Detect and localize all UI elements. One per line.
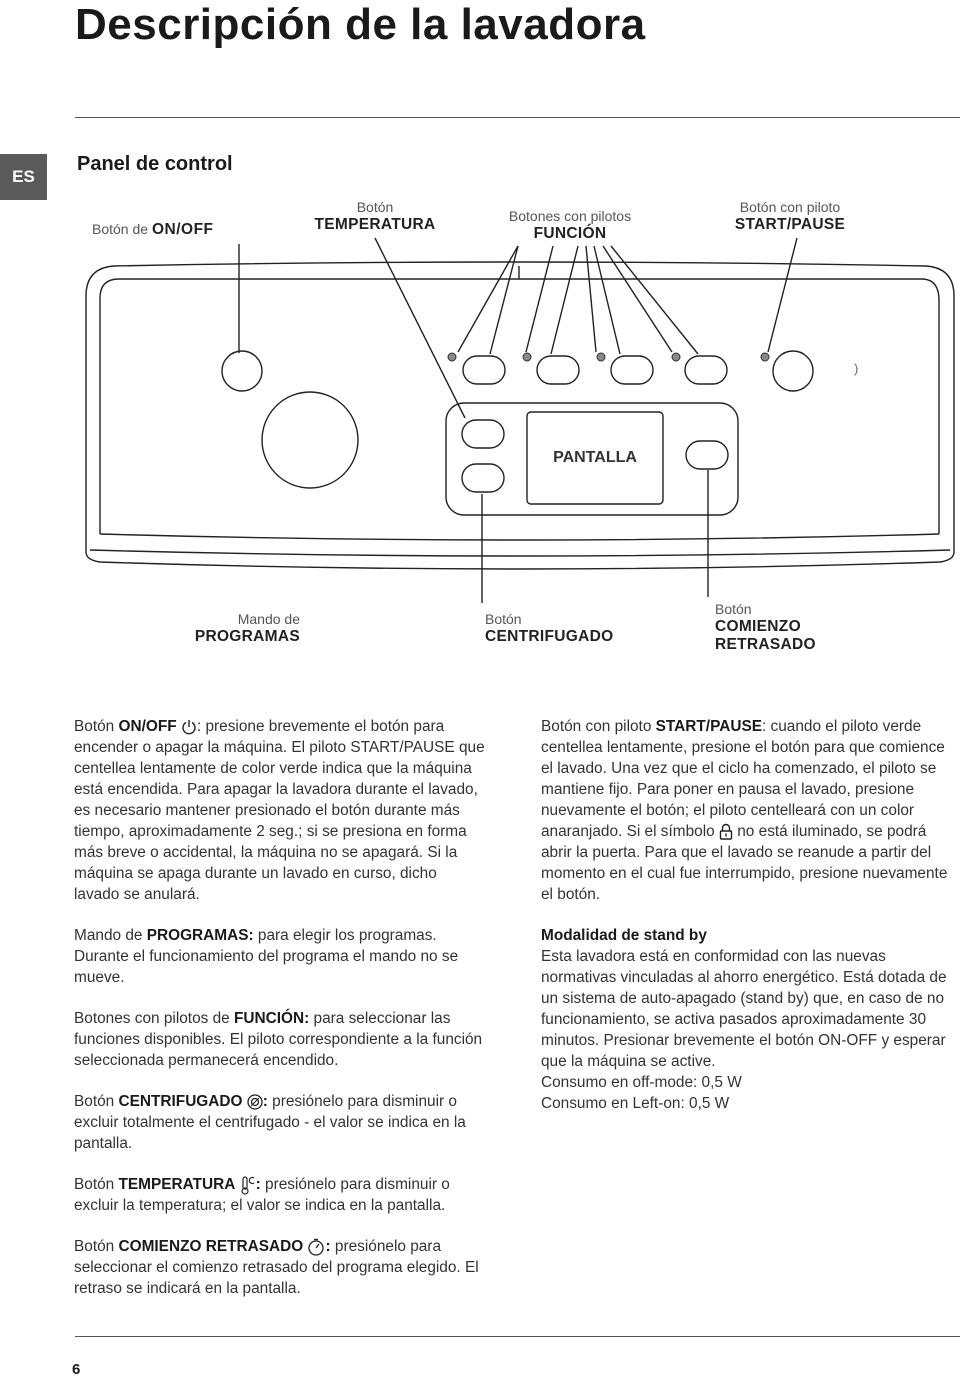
start-pause-pilot bbox=[761, 353, 769, 361]
paragraph-programs bbox=[74, 925, 486, 988]
consumption-left-on: Consumo en Left-on: 0,5 W bbox=[541, 1095, 730, 1112]
section-title: Panel de control bbox=[77, 153, 233, 175]
label-programs-bold: PROGRAMAS bbox=[194, 628, 300, 645]
function-pilot-2 bbox=[523, 353, 531, 361]
label-programs-top: Mando de bbox=[237, 611, 300, 627]
spin-button bbox=[462, 464, 504, 492]
display-label: PANTALLA bbox=[553, 449, 637, 466]
function-button-3 bbox=[611, 356, 653, 384]
p4-bold: CENTRIFUGADO bbox=[118, 1093, 243, 1110]
paragraph-delay bbox=[74, 1236, 486, 1299]
paragraph-temperature bbox=[74, 1174, 486, 1216]
panel-outline bbox=[86, 262, 954, 540]
paragraph-onoff bbox=[74, 716, 486, 905]
p1-bold: ON/OFF bbox=[118, 718, 177, 735]
p6-pre: Botón bbox=[74, 1238, 119, 1255]
p3-pre: Botones con pilotos de bbox=[74, 1010, 235, 1027]
label-spin-top: Botón bbox=[485, 611, 522, 627]
right-column bbox=[541, 716, 953, 1114]
rp1-bold: START/PAUSE bbox=[655, 718, 762, 735]
p2-pre: Mando de bbox=[74, 927, 147, 944]
function-button-4 bbox=[685, 356, 727, 384]
left-column bbox=[74, 716, 486, 1319]
p6-bold: COMIENZO RETRASADO bbox=[118, 1238, 304, 1255]
label-spin bbox=[485, 610, 665, 646]
function-pilot-1 bbox=[448, 353, 456, 361]
label-function-top: Botones con pilotos bbox=[508, 208, 632, 224]
program-knob bbox=[262, 392, 358, 488]
temperature-button bbox=[462, 420, 504, 448]
label-temperature-top: Botón bbox=[356, 199, 394, 215]
p6-colon: : bbox=[325, 1238, 331, 1255]
p2-bold: PROGRAMAS: bbox=[146, 927, 254, 944]
paragraph-function bbox=[74, 1008, 486, 1071]
rp1-text-b: no está iluminado, se podrá abrir la puerta. Para que el lavado se reanude a partir del momento en el cual fue interrumpido, presione nuevamente el botón. bbox=[541, 823, 948, 903]
p2-text: para elegir los programas. Durante el funcionamiento del programa el mando no se mueve. bbox=[74, 927, 459, 986]
page-number: 6 bbox=[72, 1361, 81, 1378]
label-spin-bold: CENTRIFUGADO bbox=[485, 628, 614, 645]
p4-pre: Botón bbox=[74, 1093, 119, 1110]
label-start-pause-bold: START/PAUSE bbox=[734, 216, 846, 233]
label-temperature-bold: TEMPERATURA bbox=[314, 216, 436, 233]
label-onoff-prefix: Botón de bbox=[92, 221, 149, 237]
panel-inner-outline bbox=[100, 279, 939, 534]
label-onoff-bold: ON/OFF bbox=[151, 221, 214, 238]
paragraph-start-pause bbox=[541, 716, 953, 905]
start-pause-button bbox=[773, 351, 813, 391]
paragraph-spin bbox=[74, 1091, 486, 1154]
function-button-1 bbox=[463, 356, 505, 384]
language-tab: ES bbox=[0, 154, 47, 200]
label-delay bbox=[715, 600, 875, 654]
p5-text: presiónelo para disminuir o excluir la temperatura; el valor se indica en la pantalla. bbox=[74, 1176, 450, 1214]
function-button-2 bbox=[537, 356, 579, 384]
panel-bottom-edge bbox=[86, 540, 954, 569]
p3-text: para seleccionar las funciones disponibles. El piloto correspondiente a la función seleccionada permanecerá encendido. bbox=[74, 1010, 483, 1069]
label-function-bold: FUNCIÓN bbox=[533, 225, 607, 242]
p5-bold: TEMPERATURA bbox=[118, 1176, 236, 1193]
p3-bold: FUNCIÓN: bbox=[234, 1010, 310, 1027]
power-icon bbox=[181, 719, 197, 735]
p4-colon: : bbox=[262, 1093, 268, 1110]
p5-colon: : bbox=[255, 1176, 261, 1193]
onoff-button bbox=[222, 351, 262, 391]
rp1-pre: Botón con piloto bbox=[541, 718, 656, 735]
spin-icon bbox=[247, 1094, 263, 1110]
p5-pre: Botón bbox=[74, 1176, 119, 1193]
rp1-text-a: : cuando el piloto verde centellea lentamente, presione el botón para que comience el lavado. Una vez que el ciclo ha comenzado, el piloto se mantiene fijo. Para poner en pausa el lavado, presione nuevamente el botón; el piloto centelleará con un color anaranjado. Si el símbolo bbox=[541, 718, 945, 840]
delay-timer-icon bbox=[307, 1238, 325, 1256]
function-pilot-4 bbox=[672, 353, 680, 361]
thermometer-icon bbox=[240, 1175, 256, 1195]
footer-divider bbox=[75, 1336, 960, 1337]
p6-text: presiónelo para seleccionar el comienzo retrasado del programa elegido. El retraso se indicará en la pantalla. bbox=[74, 1238, 479, 1297]
function-pilot-3 bbox=[597, 353, 605, 361]
label-delay-bold-1: COMIENZO bbox=[715, 618, 801, 635]
lock-icon bbox=[719, 823, 733, 840]
p1-pre: Botón bbox=[74, 718, 119, 735]
consumption-off-mode: Consumo en off-mode: 0,5 W bbox=[541, 1074, 742, 1091]
p4-text: presiónelo para disminuir o excluir totalmente el centrifugado - el valor se indica en la pantalla. bbox=[74, 1093, 466, 1152]
page-title: Descripción de la lavadora bbox=[75, 0, 646, 49]
label-start-pause-top: Botón con piloto bbox=[739, 199, 841, 215]
delay-button bbox=[686, 441, 728, 469]
lock-mark: ) bbox=[854, 361, 859, 376]
paragraph-standby: Esta lavadora está en conformidad con las nuevas normativas vinculadas al ahorro energético. Está dotada de un sistema de auto-apagado (stand by) que, en caso de no funcionamiento, se activa pasados aproximadamente 30 minutos. Presionar brevemente el botón ON-OFF y esperar que la máquina se active. bbox=[541, 948, 947, 1070]
p1-text: : presione brevemente el botón para encender o apagar la máquina. El piloto START/PAUSE que centellea lentamente de color verde indica que la máquina está encendida. Para apagar la lavadora durante el lavado, es necesario mantener presionado el botón durante más tiempo, aproximadamente 2 seg.; si se presiona en forma más breve o accidental, la máquina no se apagará. Si la máquina se apaga durante un lavado en curso, dicho lavado se anulará. bbox=[74, 718, 485, 903]
standby-title: Modalidad de stand by bbox=[541, 927, 707, 944]
label-delay-bold-2: RETRASADO bbox=[715, 636, 816, 653]
label-programs bbox=[150, 610, 300, 646]
label-delay-top: Botón bbox=[715, 601, 752, 617]
